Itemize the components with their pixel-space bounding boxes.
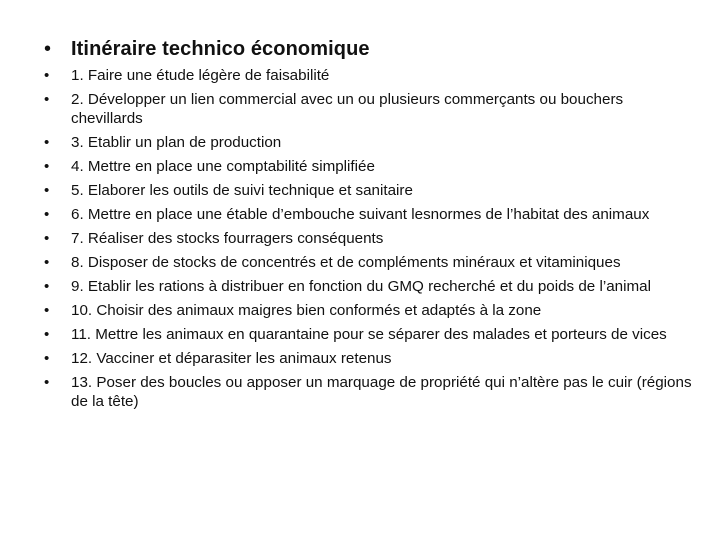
bullet-icon: • bbox=[44, 302, 50, 319]
list-item bbox=[44, 181, 694, 200]
bullet-icon: • bbox=[44, 67, 50, 84]
list-item-text: 5. Elaborer les outils de suivi technique et sanitaire bbox=[71, 182, 413, 199]
list-item bbox=[44, 205, 694, 224]
bullet-icon: • bbox=[44, 230, 50, 247]
list-item bbox=[44, 325, 694, 344]
list-item bbox=[44, 277, 694, 296]
list-item-text: 10. Choisir des animaux maigres bien conformés et adaptés à la zone bbox=[71, 302, 542, 319]
list-item bbox=[44, 253, 694, 272]
bullet-icon: • bbox=[44, 38, 52, 60]
list-item bbox=[44, 373, 694, 411]
list-item-text: 2. Développer un lien commercial avec un ou plusieurs commerçants ou bouchers chevillards bbox=[71, 91, 624, 127]
list-item-text: 9. Etablir les rations à distribuer en fonction du GMQ recherché et du poids de l’animal bbox=[71, 278, 651, 295]
list-item bbox=[44, 90, 694, 128]
list-item bbox=[44, 66, 694, 85]
list-item-text: 6. Mettre en place une étable d’embouche suivant lesnormes de l’habitat des animaux bbox=[71, 206, 650, 223]
list-item-text: 11. Mettre les animaux en quarantaine pour se séparer des malades et porteurs de vices bbox=[71, 326, 667, 343]
list-item-text: 8. Disposer de stocks de concentrés et de compléments minéraux et vitaminiques bbox=[71, 254, 621, 271]
list-item bbox=[44, 301, 694, 320]
list-item bbox=[44, 157, 694, 176]
bullet-icon: • bbox=[44, 182, 50, 199]
bullet-icon: • bbox=[44, 326, 50, 343]
list-item bbox=[44, 133, 694, 152]
bullet-icon: • bbox=[44, 374, 50, 391]
bullet-icon: • bbox=[44, 91, 50, 108]
bullet-icon: • bbox=[44, 254, 50, 271]
bullet-icon: • bbox=[44, 158, 50, 175]
bullet-icon: • bbox=[44, 206, 50, 223]
slide-title: Itinéraire technico économique bbox=[71, 38, 370, 60]
title-row bbox=[44, 38, 370, 61]
list-item bbox=[44, 349, 694, 368]
bullet-icon: • bbox=[44, 134, 50, 151]
list-item-text: 4. Mettre en place une comptabilité simplifiée bbox=[71, 158, 375, 175]
bullet-icon: • bbox=[44, 278, 50, 295]
step-list bbox=[44, 66, 694, 416]
list-item-text: 13. Poser des boucles ou apposer un marquage de propriété qui n’altère pas le cuir (régions de la tête) bbox=[71, 374, 692, 410]
list-item-text: 1. Faire une étude légère de faisabilité bbox=[71, 67, 330, 84]
bullet-icon: • bbox=[44, 350, 50, 367]
list-item bbox=[44, 229, 694, 248]
list-item-text: 7. Réaliser des stocks fourragers conséquents bbox=[71, 230, 384, 247]
list-item-text: 3. Etablir un plan de production bbox=[71, 134, 282, 151]
list-item-text: 12. Vacciner et déparasiter les animaux retenus bbox=[71, 350, 392, 367]
